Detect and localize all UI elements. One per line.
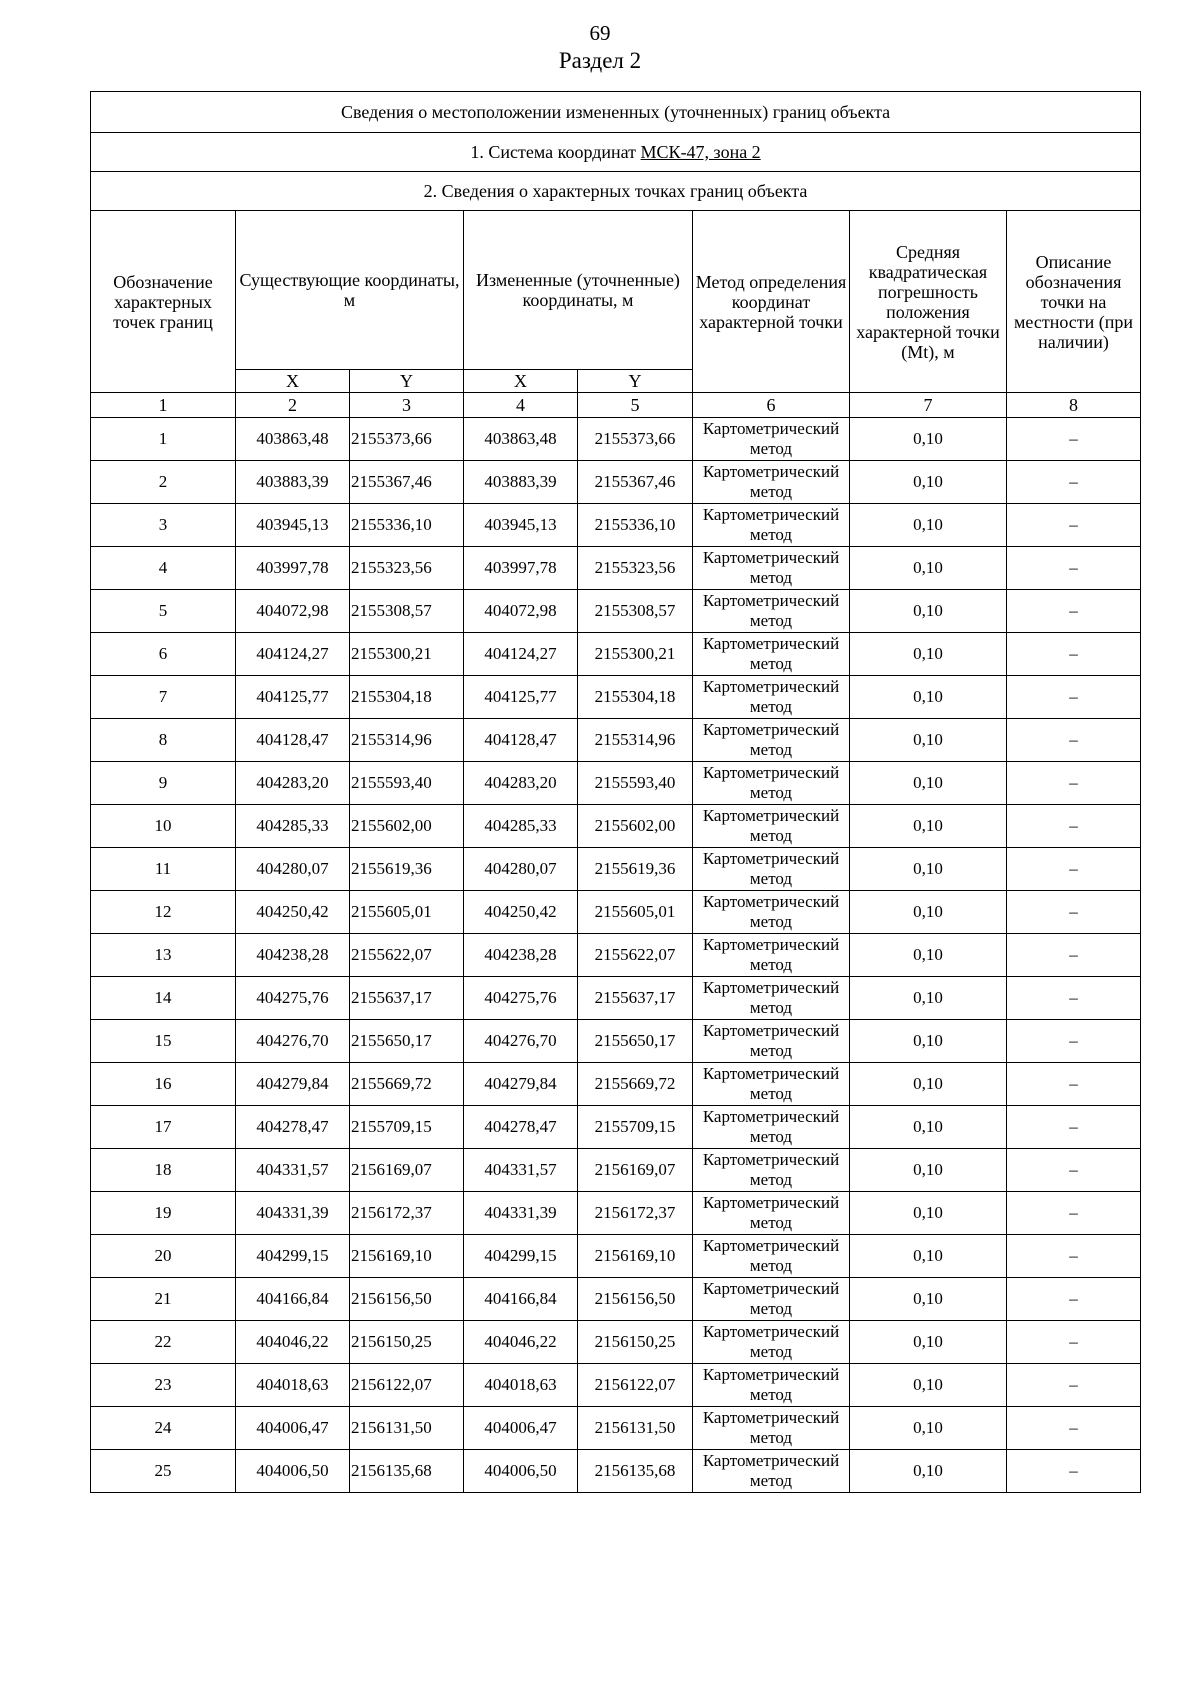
description-cell: –	[1007, 547, 1141, 590]
point-number-cell: 16	[91, 1063, 236, 1106]
point-number-cell: 18	[91, 1149, 236, 1192]
table-row	[91, 1106, 1141, 1149]
existing-y-cell: 2156169,10	[350, 1235, 464, 1278]
changed-y-cell: 2156172,37	[578, 1192, 693, 1235]
description-cell: –	[1007, 1364, 1141, 1407]
existing-y-cell: 2155709,15	[350, 1106, 464, 1149]
table-row	[91, 762, 1141, 805]
description-cell: –	[1007, 633, 1141, 676]
error-cell: 0,10	[850, 1364, 1007, 1407]
point-number-cell: 21	[91, 1278, 236, 1321]
error-cell: 0,10	[850, 1192, 1007, 1235]
existing-y-cell: 2155314,96	[350, 719, 464, 762]
table-row	[91, 504, 1141, 547]
error-cell: 0,10	[850, 1149, 1007, 1192]
section-title: Раздел 2	[558, 48, 642, 73]
existing-x-cell: 404280,07	[236, 848, 350, 891]
column-number: 3	[350, 393, 464, 418]
description-cell: –	[1007, 676, 1141, 719]
changed-y-cell: 2156169,10	[578, 1235, 693, 1278]
point-number-cell: 1	[91, 418, 236, 461]
method-cell: Картометрический метод	[693, 461, 850, 504]
changed-x-cell: 403863,48	[464, 418, 578, 461]
changed-y-cell: 2156156,50	[578, 1278, 693, 1321]
changed-x-cell: 404278,47	[464, 1106, 578, 1149]
table-row	[91, 1235, 1141, 1278]
description-cell: –	[1007, 461, 1141, 504]
changed-y-cell: 2155367,46	[578, 461, 693, 504]
table-row	[91, 1063, 1141, 1106]
description-cell: –	[1007, 848, 1141, 891]
method-cell: Картометрический метод	[693, 590, 850, 633]
header-description: Описание обозначения точки на местности (при наличии)	[1007, 211, 1141, 393]
changed-x-cell: 404275,76	[464, 977, 578, 1020]
changed-x-cell: 404018,63	[464, 1364, 578, 1407]
table-row	[91, 676, 1141, 719]
description-cell: –	[1007, 934, 1141, 977]
existing-x-cell: 404250,42	[236, 891, 350, 934]
points-info-label: 2. Сведения о характерных точках границ объекта	[91, 172, 1141, 211]
existing-x-cell: 404331,57	[236, 1149, 350, 1192]
point-number-cell: 3	[91, 504, 236, 547]
existing-x-cell: 404124,27	[236, 633, 350, 676]
existing-y-cell: 2156150,25	[350, 1321, 464, 1364]
existing-y-cell: 2155637,17	[350, 977, 464, 1020]
method-cell: Картометрический метод	[693, 977, 850, 1020]
changed-y-cell: 2156150,25	[578, 1321, 693, 1364]
existing-x-cell: 404276,70	[236, 1020, 350, 1063]
table-row	[91, 590, 1141, 633]
existing-x-cell: 404166,84	[236, 1278, 350, 1321]
changed-x-cell: 404250,42	[464, 891, 578, 934]
existing-x-cell: 403863,48	[236, 418, 350, 461]
table-row	[91, 1364, 1141, 1407]
table-row	[91, 934, 1141, 977]
method-cell: Картометрический метод	[693, 418, 850, 461]
existing-x-cell: 404128,47	[236, 719, 350, 762]
coord-system-row	[91, 133, 1141, 172]
table-row	[91, 633, 1141, 676]
point-number-cell: 9	[91, 762, 236, 805]
table-row	[91, 719, 1141, 762]
existing-y-cell: 2155602,00	[350, 805, 464, 848]
header-error: Средняя квадратическая погрешность положения характерной точки (Мt), м	[850, 211, 1007, 393]
existing-y-cell: 2155336,10	[350, 504, 464, 547]
point-number-cell: 7	[91, 676, 236, 719]
method-cell: Картометрический метод	[693, 1149, 850, 1192]
changed-y-cell: 2155669,72	[578, 1063, 693, 1106]
header-point-designation: Обозначение характерных точек границ	[91, 211, 236, 393]
coord-system-label: 1. Система координат	[470, 142, 637, 162]
method-cell: Картометрический метод	[693, 1407, 850, 1450]
column-numbers-row	[91, 393, 1141, 418]
header-existing-coords: Существующие координаты, м	[236, 211, 464, 370]
existing-x-cell: 404275,76	[236, 977, 350, 1020]
changed-x-cell: 404276,70	[464, 1020, 578, 1063]
method-cell: Картометрический метод	[693, 676, 850, 719]
changed-x-cell: 404006,50	[464, 1450, 578, 1493]
points-info-row	[91, 172, 1141, 211]
point-number-cell: 14	[91, 977, 236, 1020]
table-row	[91, 461, 1141, 504]
description-cell: –	[1007, 1278, 1141, 1321]
method-cell: Картометрический метод	[693, 719, 850, 762]
coord-system-cell	[91, 133, 1141, 172]
point-number-cell: 15	[91, 1020, 236, 1063]
changed-y-cell: 2155593,40	[578, 762, 693, 805]
method-cell: Картометрический метод	[693, 1106, 850, 1149]
changed-y-cell: 2155650,17	[578, 1020, 693, 1063]
table-row	[91, 547, 1141, 590]
description-cell: –	[1007, 504, 1141, 547]
column-number: 6	[693, 393, 850, 418]
description-cell: –	[1007, 1192, 1141, 1235]
point-number-cell: 8	[91, 719, 236, 762]
changed-x-cell: 404006,47	[464, 1407, 578, 1450]
existing-y-cell: 2155308,57	[350, 590, 464, 633]
method-cell: Картометрический метод	[693, 1063, 850, 1106]
page-number: 69	[589, 21, 611, 45]
method-cell: Картометрический метод	[693, 1450, 850, 1493]
changed-y-cell: 2155709,15	[578, 1106, 693, 1149]
error-cell: 0,10	[850, 676, 1007, 719]
changed-y-cell: 2156122,07	[578, 1364, 693, 1407]
error-cell: 0,10	[850, 934, 1007, 977]
changed-x-cell: 404125,77	[464, 676, 578, 719]
method-cell: Картометрический метод	[693, 633, 850, 676]
existing-y-cell: 2155304,18	[350, 676, 464, 719]
point-number-cell: 6	[91, 633, 236, 676]
column-number: 8	[1007, 393, 1141, 418]
table-row	[91, 805, 1141, 848]
existing-y-cell: 2155619,36	[350, 848, 464, 891]
table-row	[91, 891, 1141, 934]
error-cell: 0,10	[850, 461, 1007, 504]
header-existing-x: X	[236, 370, 350, 393]
coord-system-value: МСК-47, зона 2	[640, 142, 761, 162]
point-number-cell: 12	[91, 891, 236, 934]
existing-x-cell: 404299,15	[236, 1235, 350, 1278]
description-cell: –	[1007, 1020, 1141, 1063]
changed-y-cell: 2155300,21	[578, 633, 693, 676]
header-changed-y: Y	[578, 370, 693, 393]
existing-x-cell: 403945,13	[236, 504, 350, 547]
changed-y-cell: 2155314,96	[578, 719, 693, 762]
existing-y-cell: 2155605,01	[350, 891, 464, 934]
changed-y-cell: 2155637,17	[578, 977, 693, 1020]
existing-y-cell: 2156131,50	[350, 1407, 464, 1450]
changed-x-cell: 404299,15	[464, 1235, 578, 1278]
changed-y-cell: 2155323,56	[578, 547, 693, 590]
point-number-cell: 2	[91, 461, 236, 504]
description-cell: –	[1007, 1149, 1141, 1192]
column-number: 2	[236, 393, 350, 418]
existing-y-cell: 2156122,07	[350, 1364, 464, 1407]
header-existing-y: Y	[350, 370, 464, 393]
changed-y-cell: 2156135,68	[578, 1450, 693, 1493]
table-row	[91, 1450, 1141, 1493]
error-cell: 0,10	[850, 891, 1007, 934]
existing-x-cell: 404331,39	[236, 1192, 350, 1235]
table-title-row	[91, 92, 1141, 133]
point-number-cell: 19	[91, 1192, 236, 1235]
description-cell: –	[1007, 1235, 1141, 1278]
changed-x-cell: 404124,27	[464, 633, 578, 676]
header-changed-x: X	[464, 370, 578, 393]
method-cell: Картометрический метод	[693, 848, 850, 891]
existing-x-cell: 404238,28	[236, 934, 350, 977]
changed-y-cell: 2155304,18	[578, 676, 693, 719]
existing-y-cell: 2155300,21	[350, 633, 464, 676]
error-cell: 0,10	[850, 504, 1007, 547]
changed-x-cell: 404046,22	[464, 1321, 578, 1364]
description-cell: –	[1007, 891, 1141, 934]
changed-x-cell: 404128,47	[464, 719, 578, 762]
description-cell: –	[1007, 1450, 1141, 1493]
point-number-cell: 17	[91, 1106, 236, 1149]
column-number: 4	[464, 393, 578, 418]
method-cell: Картометрический метод	[693, 1278, 850, 1321]
changed-y-cell: 2155336,10	[578, 504, 693, 547]
error-cell: 0,10	[850, 1063, 1007, 1106]
point-number-cell: 23	[91, 1364, 236, 1407]
changed-x-cell: 403945,13	[464, 504, 578, 547]
changed-y-cell: 2155605,01	[578, 891, 693, 934]
point-number-cell: 22	[91, 1321, 236, 1364]
method-cell: Картометрический метод	[693, 805, 850, 848]
error-cell: 0,10	[850, 1235, 1007, 1278]
column-number: 1	[91, 393, 236, 418]
description-cell: –	[1007, 762, 1141, 805]
changed-x-cell: 404072,98	[464, 590, 578, 633]
description-cell: –	[1007, 590, 1141, 633]
description-cell: –	[1007, 418, 1141, 461]
changed-x-cell: 404279,84	[464, 1063, 578, 1106]
changed-x-cell: 403997,78	[464, 547, 578, 590]
table-row	[91, 1407, 1141, 1450]
existing-y-cell: 2155622,07	[350, 934, 464, 977]
existing-y-cell: 2156135,68	[350, 1450, 464, 1493]
changed-y-cell: 2155619,36	[578, 848, 693, 891]
error-cell: 0,10	[850, 848, 1007, 891]
existing-y-cell: 2156169,07	[350, 1149, 464, 1192]
method-cell: Картометрический метод	[693, 1235, 850, 1278]
point-number-cell: 24	[91, 1407, 236, 1450]
existing-x-cell: 404279,84	[236, 1063, 350, 1106]
header-row	[91, 211, 1141, 370]
column-number: 5	[578, 393, 693, 418]
changed-y-cell: 2155602,00	[578, 805, 693, 848]
error-cell: 0,10	[850, 633, 1007, 676]
point-number-cell: 13	[91, 934, 236, 977]
header-method: Метод определения координат характерной точки	[693, 211, 850, 393]
point-number-cell: 11	[91, 848, 236, 891]
error-cell: 0,10	[850, 1407, 1007, 1450]
error-cell: 0,10	[850, 1106, 1007, 1149]
description-cell: –	[1007, 1321, 1141, 1364]
changed-y-cell: 2156131,50	[578, 1407, 693, 1450]
description-cell: –	[1007, 1106, 1141, 1149]
error-cell: 0,10	[850, 1321, 1007, 1364]
existing-x-cell: 404285,33	[236, 805, 350, 848]
error-cell: 0,10	[850, 1450, 1007, 1493]
table-row	[91, 418, 1141, 461]
point-number-cell: 5	[91, 590, 236, 633]
existing-x-cell: 403883,39	[236, 461, 350, 504]
table-row	[91, 1278, 1141, 1321]
changed-y-cell: 2156169,07	[578, 1149, 693, 1192]
error-cell: 0,10	[850, 547, 1007, 590]
changed-y-cell: 2155373,66	[578, 418, 693, 461]
method-cell: Картометрический метод	[693, 1192, 850, 1235]
changed-x-cell: 404331,57	[464, 1149, 578, 1192]
header-changed-coords: Измененные (уточненные) координаты, м	[464, 211, 693, 370]
error-cell: 0,10	[850, 1020, 1007, 1063]
point-number-cell: 25	[91, 1450, 236, 1493]
point-number-cell: 4	[91, 547, 236, 590]
method-cell: Картометрический метод	[693, 762, 850, 805]
method-cell: Картометрический метод	[693, 1020, 850, 1063]
column-number: 7	[850, 393, 1007, 418]
changed-y-cell: 2155308,57	[578, 590, 693, 633]
point-number-cell: 10	[91, 805, 236, 848]
method-cell: Картометрический метод	[693, 504, 850, 547]
point-number-cell: 20	[91, 1235, 236, 1278]
method-cell: Картометрический метод	[693, 1364, 850, 1407]
method-cell: Картометрический метод	[693, 547, 850, 590]
method-cell: Картометрический метод	[693, 891, 850, 934]
existing-y-cell: 2155593,40	[350, 762, 464, 805]
description-cell: –	[1007, 977, 1141, 1020]
error-cell: 0,10	[850, 762, 1007, 805]
changed-x-cell: 404166,84	[464, 1278, 578, 1321]
error-cell: 0,10	[850, 590, 1007, 633]
existing-x-cell: 404283,20	[236, 762, 350, 805]
existing-y-cell: 2155650,17	[350, 1020, 464, 1063]
method-cell: Картометрический метод	[693, 934, 850, 977]
description-cell: –	[1007, 719, 1141, 762]
existing-x-cell: 404125,77	[236, 676, 350, 719]
changed-x-cell: 403883,39	[464, 461, 578, 504]
existing-y-cell: 2155367,46	[350, 461, 464, 504]
boundary-points-table	[90, 91, 1141, 1493]
changed-x-cell: 404285,33	[464, 805, 578, 848]
error-cell: 0,10	[850, 418, 1007, 461]
table-row	[91, 1192, 1141, 1235]
method-cell: Картометрический метод	[693, 1321, 850, 1364]
existing-y-cell: 2156172,37	[350, 1192, 464, 1235]
changed-x-cell: 404283,20	[464, 762, 578, 805]
error-cell: 0,10	[850, 805, 1007, 848]
table-row	[91, 1149, 1141, 1192]
description-cell: –	[1007, 1063, 1141, 1106]
table-row	[91, 1020, 1141, 1063]
changed-x-cell: 404280,07	[464, 848, 578, 891]
existing-x-cell: 404072,98	[236, 590, 350, 633]
description-cell: –	[1007, 1407, 1141, 1450]
existing-x-cell: 404018,63	[236, 1364, 350, 1407]
table-row	[91, 977, 1141, 1020]
changed-y-cell: 2155622,07	[578, 934, 693, 977]
description-cell: –	[1007, 805, 1141, 848]
table-title: Сведения о местоположении измененных (уточненных) границ объекта	[91, 92, 1141, 133]
error-cell: 0,10	[850, 719, 1007, 762]
existing-y-cell: 2156156,50	[350, 1278, 464, 1321]
existing-x-cell: 404006,47	[236, 1407, 350, 1450]
error-cell: 0,10	[850, 977, 1007, 1020]
table-row	[91, 848, 1141, 891]
existing-x-cell: 404046,22	[236, 1321, 350, 1364]
table-row	[91, 1321, 1141, 1364]
existing-y-cell: 2155323,56	[350, 547, 464, 590]
existing-y-cell: 2155669,72	[350, 1063, 464, 1106]
existing-x-cell: 404278,47	[236, 1106, 350, 1149]
existing-x-cell: 404006,50	[236, 1450, 350, 1493]
error-cell: 0,10	[850, 1278, 1007, 1321]
existing-y-cell: 2155373,66	[350, 418, 464, 461]
existing-x-cell: 403997,78	[236, 547, 350, 590]
changed-x-cell: 404238,28	[464, 934, 578, 977]
changed-x-cell: 404331,39	[464, 1192, 578, 1235]
